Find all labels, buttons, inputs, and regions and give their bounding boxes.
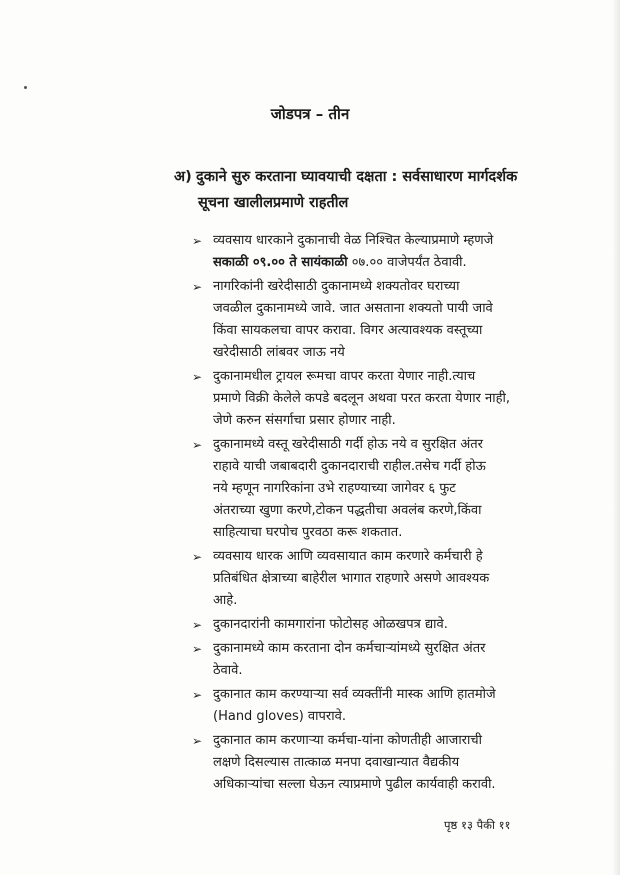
- list-item-line: साहित्याचा घरपोच पुरवठा करू शकतात.: [213, 525, 403, 540]
- list-item-line: किंवा सायकलचा वापर करावा. विगर अत्यावश्यक वस्तूच्या: [213, 323, 483, 338]
- punch-dot: [24, 86, 27, 89]
- bullet-arrow-icon: ➢: [192, 642, 203, 656]
- list-item-line: व्यवसाय धारक आणि व्यवसायात काम करणारे कर्मचारी हे: [213, 549, 483, 564]
- list-item-line: दुकानदारांनी कामगारांना फोटोसह ओळखपत्र द्यावे.: [213, 617, 448, 632]
- list-item: [190, 230, 558, 274]
- bullet-arrow-icon: ➢: [192, 438, 203, 452]
- list-item-line: खरेदीसाठी लांबवर जाऊ नये: [213, 345, 345, 360]
- section-heading-line-1: दुकाने सुरु करताना घ्यावयाची दक्षता : सर्वसाधारण मार्गदर्शक: [196, 169, 518, 185]
- bullet-arrow-icon: ➢: [192, 688, 203, 702]
- list-item-line: दुकानामध्ये वस्तू खरेदीसाठी गर्दी होऊ नये व सुरक्षित अंतर: [213, 437, 483, 452]
- list-item-line: दुकानामध्ये काम करताना दोन कर्मचाऱ्यांमध्ये सुरक्षित अंतर: [213, 641, 486, 656]
- page-edge-shadow: [612, 0, 620, 875]
- bullet-arrow-icon: ➢: [192, 618, 203, 632]
- list-item-line: प्रमाणे विक्री केलेले कपडे बदलून अथवा परत करता येणार नाही,: [213, 391, 510, 406]
- page-number: पृष्ठ १३ पैकी ११: [444, 818, 511, 832]
- bullet-arrow-icon: ➢: [192, 550, 203, 564]
- section-heading: [176, 164, 576, 216]
- list-item-line: नये म्हणून नागरिकांना उभे राहण्याच्या जागेवर ६ फुट: [213, 481, 456, 496]
- list-item: [190, 684, 558, 728]
- bullet-arrow-icon: ➢: [192, 370, 203, 384]
- list-item-line: दुकानात काम करण्याऱ्या सर्व व्यक्तींनी मास्क आणि हातमोजे: [213, 687, 496, 702]
- list-item: [190, 366, 558, 432]
- bullet-arrow-icon: ➢: [192, 734, 203, 748]
- page-title: जोडपत्र – तीन: [270, 105, 350, 123]
- list-item-line: अधिकाऱ्यांचा सल्ला घेऊन त्याप्रमाणे पुढील कार्यवाही करावी.: [213, 777, 496, 792]
- list-item-line: लक्षणे दिसल्यास तात्काळ मनपा दवाखान्यात वैद्यकीय: [213, 755, 460, 770]
- section-marker: अ): [174, 169, 192, 185]
- list-item: [190, 546, 558, 612]
- list-item: [190, 614, 558, 636]
- list-item-line: अंतराच्या खुणा करणे,टोकन पद्धतीचा अवलंब करणे,किंवा: [213, 503, 482, 518]
- list-item-line: जवळील दुकानामध्ये जावे. जात असताना शक्यतो पायी जावे: [213, 301, 493, 316]
- list-item-line: व्यवसाय धारकाने दुकानाची वेळ निश्चित केल्याप्रमाणे म्हणजे: [213, 233, 494, 248]
- list-item-line: [213, 252, 558, 274]
- bold-time-text: सकाळी ०९.०० ते सायंकाळी: [213, 255, 348, 270]
- guideline-list: [190, 230, 558, 796]
- list-item: [190, 434, 558, 544]
- bullet-arrow-icon: ➢: [192, 280, 203, 294]
- list-item-line: जेणे करुन संसर्गाचा प्रसार होणार नाही.: [213, 413, 396, 428]
- section-heading-line-2: सूचना खालीलप्रमाणे राहतील: [198, 195, 349, 211]
- bullet-arrow-icon: ➢: [192, 234, 203, 248]
- list-item-line: ठेवावे.: [213, 663, 243, 678]
- list-item: [190, 276, 558, 364]
- list-item: [190, 638, 558, 682]
- list-item-line: आहे.: [213, 593, 238, 608]
- list-item-line: (Hand gloves) वापरावे.: [213, 709, 346, 724]
- list-item: [190, 730, 558, 796]
- list-item-line: दुकानात काम करणाऱ्या कर्मचा-यांना कोणतीही आजाराची: [213, 733, 482, 748]
- list-item-line: प्रतिबंधित क्षेत्राच्या बाहेरील भागात राहणारे असणे आवश्यक: [213, 571, 490, 586]
- list-item-line: दुकानामधील ट्रायल रूमचा वापर करता येणार नाही.त्याच: [213, 369, 476, 384]
- list-item-line: राहावे याची जबाबदारी दुकानदाराची राहील.तसेच गर्दी होऊ: [213, 459, 486, 474]
- list-item-text: ०७.०० वाजेपर्यंत ठेवावी.: [347, 255, 467, 270]
- list-item-line: नागरिकांनी खरेदीसाठी दुकानामध्ये शक्यतोवर घराच्या: [213, 279, 460, 294]
